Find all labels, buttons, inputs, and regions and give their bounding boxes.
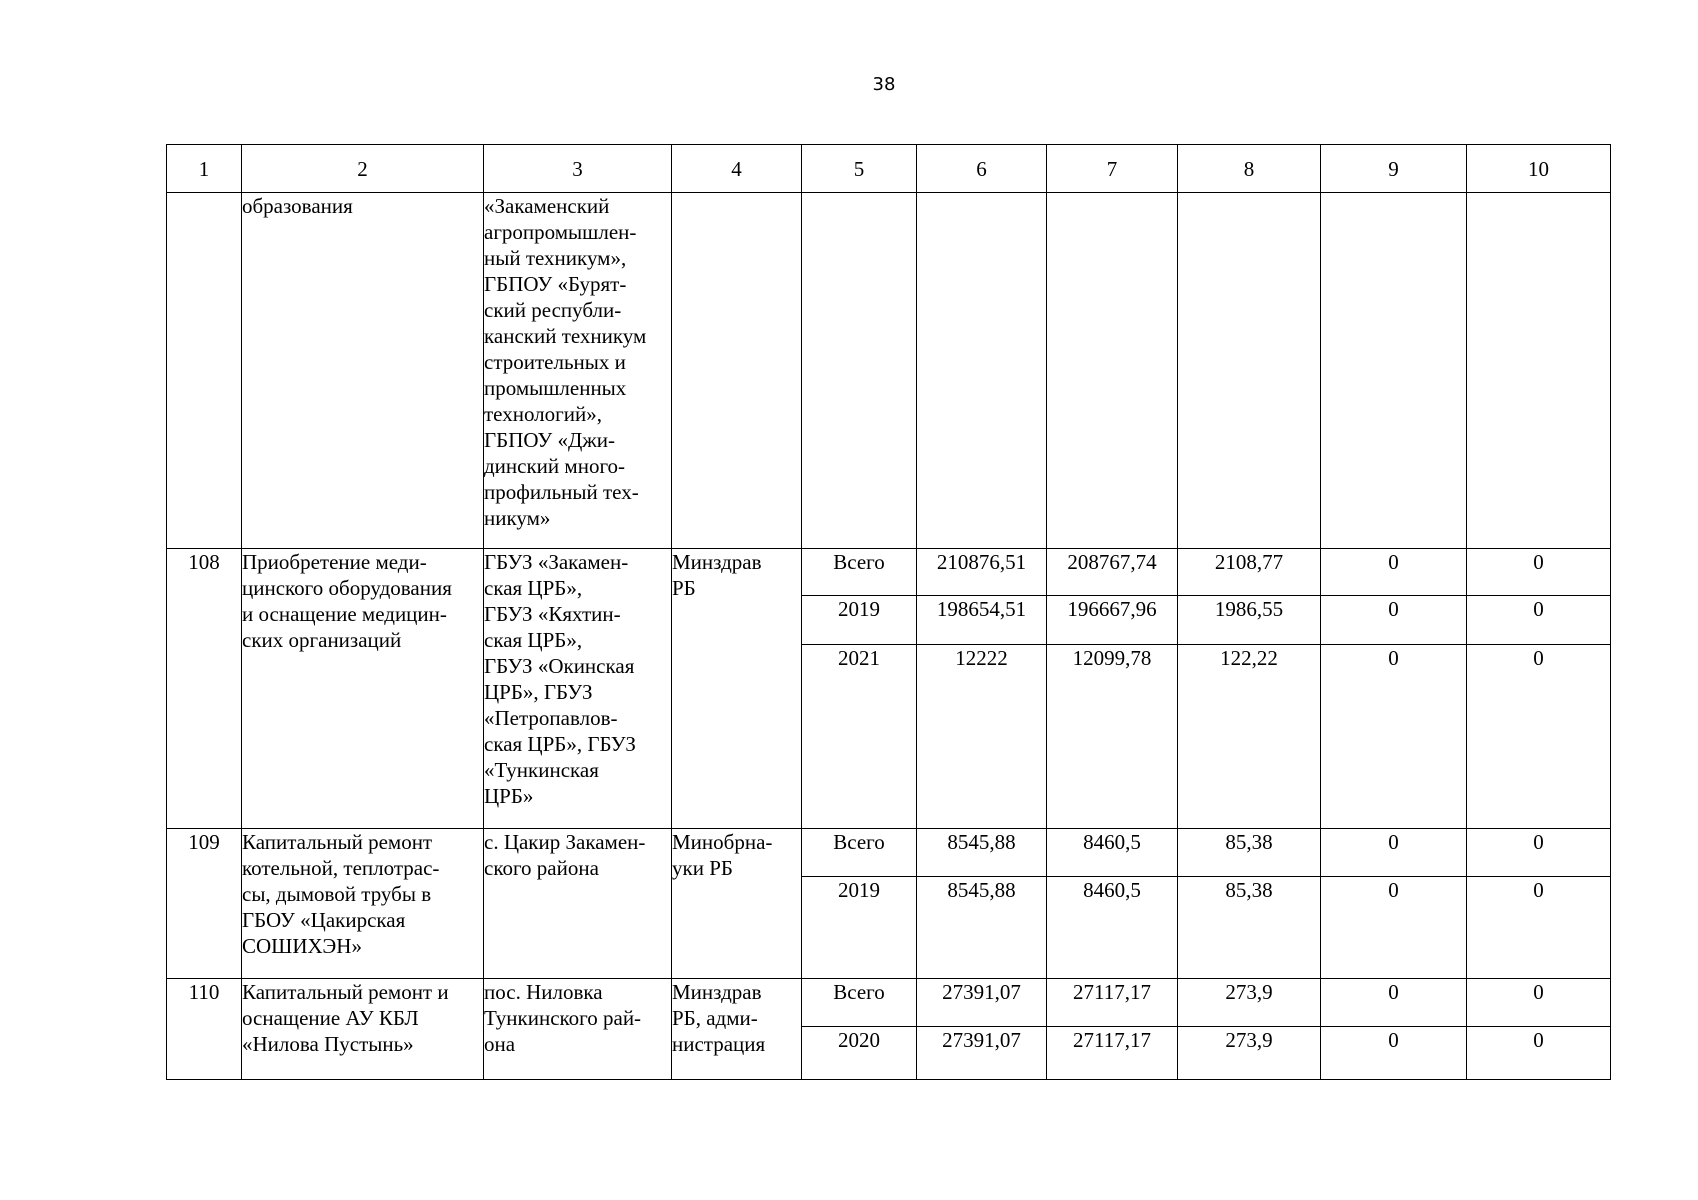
value-cell: 1986,55 [1178,596,1321,644]
value-cell: 0 [1321,828,1467,876]
value-cell [917,193,1047,549]
period-cell: Всего [802,978,917,1026]
value-cell: 12222 [917,644,1047,828]
value-cell: 0 [1467,644,1611,828]
number-cell [167,193,242,549]
value-cell: 0 [1321,644,1467,828]
value-cell: 0 [1321,596,1467,644]
value-cell: 8460,5 [1047,828,1178,876]
row-number: 109 [167,828,242,978]
value-cell: 0 [1321,876,1467,978]
value-cell: 0 [1467,978,1611,1026]
value-cell [1467,193,1611,549]
value-cell: 198654,51 [917,596,1047,644]
value-cell: 85,38 [1178,876,1321,978]
header-cell: 9 [1321,145,1467,193]
header-cell: 8 [1178,145,1321,193]
value-cell: 2108,77 [1178,549,1321,596]
header-cell: 5 [802,145,917,193]
value-cell: 273,9 [1178,1026,1321,1079]
table-row [167,828,1611,876]
value-cell [1178,193,1321,549]
value-cell: 27117,17 [1047,1026,1178,1079]
header-cell: 7 [1047,145,1178,193]
row-number: 110 [167,978,242,1079]
agency-cell: Минздрав РБ, адми- нистрация [672,978,802,1079]
activity-name-cell: Приобретение меди- цинского оборудования и оснащение медицин- ских организаций [242,549,484,828]
executor-cell: с. Цакир Закамен- ского района [484,828,672,978]
value-cell: 0 [1467,596,1611,644]
value-cell: 27391,07 [917,978,1047,1026]
header-cell: 10 [1467,145,1611,193]
value-cell: 273,9 [1178,978,1321,1026]
period-cell: Всего [802,828,917,876]
header-cell: 2 [242,145,484,193]
value-cell: 210876,51 [917,549,1047,596]
value-cell: 0 [1467,1026,1611,1079]
value-cell: 12099,78 [1047,644,1178,828]
executor-cell: пос. Ниловка Тункинского рай- она [484,978,672,1079]
value-cell: 85,38 [1178,828,1321,876]
agency-cell: Минобрна- уки РБ [672,828,802,978]
header-cell: 3 [484,145,672,193]
value-cell: 0 [1321,549,1467,596]
value-cell [1321,193,1467,549]
continuation-row [167,193,1611,549]
agency-cell [672,193,802,549]
program-table [166,144,1611,1080]
value-cell [1047,193,1178,549]
agency-cell: Минздрав РБ [672,549,802,828]
page-number: 38 [872,74,896,95]
value-cell: 196667,96 [1047,596,1178,644]
value-cell: 0 [1467,876,1611,978]
value-cell: 27391,07 [917,1026,1047,1079]
table-row [167,549,1611,596]
period-cell: 2021 [802,644,917,828]
activity-name-cell: Капитальный ремонт и оснащение АУ КБЛ «Нилова Пустынь» [242,978,484,1079]
value-cell: 8545,88 [917,828,1047,876]
row-number: 108 [167,549,242,828]
table-row [167,978,1611,1026]
period-cell: 2019 [802,596,917,644]
header-cell: 1 [167,145,242,193]
header-cell: 6 [917,145,1047,193]
executor-cell: «Закаменский агропромышлен- ный техникум», ГБПОУ «Бурят- ский республи- канский техникум строительных и промышленных технологий», ГБПОУ «Джи- динский много- профильный тех- никум» [484,193,672,549]
period-cell: Всего [802,549,917,596]
value-cell: 0 [1321,978,1467,1026]
value-cell: 0 [1467,549,1611,596]
period-cell [802,193,917,549]
value-cell: 0 [1321,1026,1467,1079]
period-cell: 2020 [802,1026,917,1079]
value-cell: 8460,5 [1047,876,1178,978]
value-cell: 122,22 [1178,644,1321,828]
activity-name-cell: образования [242,193,484,549]
value-cell: 0 [1467,828,1611,876]
value-cell: 27117,17 [1047,978,1178,1026]
header-cell: 4 [672,145,802,193]
value-cell: 8545,88 [917,876,1047,978]
activity-name-cell: Капитальный ремонт котельной, теплотрас- сы, дымовой трубы в ГБОУ «Цакирская СОШИХЭН» [242,828,484,978]
header-row [167,145,1611,193]
executor-cell: ГБУЗ «Закамен- ская ЦРБ», ГБУЗ «Кяхтин- ская ЦРБ», ГБУЗ «Окинская ЦРБ», ГБУЗ «Петропавлов- ская ЦРБ», ГБУЗ «Тункинская ЦРБ» [484,549,672,828]
value-cell: 208767,74 [1047,549,1178,596]
period-cell: 2019 [802,876,917,978]
